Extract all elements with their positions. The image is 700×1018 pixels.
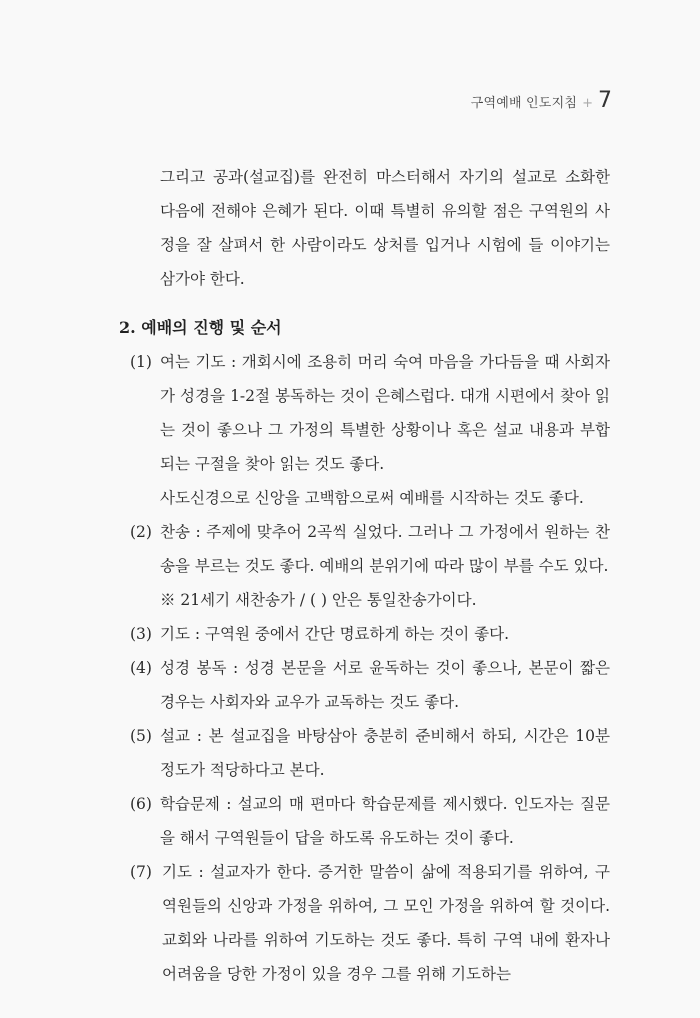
list-item-marker: (7) (130, 863, 152, 881)
list-item-5 (130, 719, 610, 787)
running-header (471, 88, 612, 113)
list-item-text: 기도 : 설교자가 한다. 증거한 말씀이 삶에 적용되기를 위하여, 구역원들의 신앙과 가정을 위하여, 그 모인 가정을 위하여 할 것이다. 교회와 나라를 위하여 기도하는 것도 좋다. 특히 구역 내에 환자나 어려움을 당한 가정이 있을 경우 그를 위해 기도하는 (162, 863, 610, 983)
list-item-marker: (6) (130, 795, 152, 813)
list-item-2 (130, 515, 610, 583)
list-item-6 (130, 787, 610, 855)
section-heading: 2. 예배의 진행 및 순서 (119, 318, 282, 337)
list-item-text: 찬송 : 주제에 맞추어 2곡씩 실었다. 그러나 그 가정에서 원하는 찬송을 부르는 것도 좋다. 예배의 분위기에 따라 많이 부를 수도 있다. (160, 523, 610, 575)
list-item-note: 사도신경으로 신앙을 고백함으로써 예배를 시작하는 것도 좋다. (160, 489, 584, 507)
list-item-marker: (3) (130, 625, 152, 643)
list-item-note: ※ 21세기 새찬송가 / ( ) 안은 통일찬송가이다. (160, 591, 477, 609)
list-item-marker: (5) (130, 727, 152, 745)
list-item-7 (130, 855, 610, 991)
list-item-4 (130, 651, 610, 719)
list-item-text: 학습문제 : 설교의 매 편마다 학습문제를 제시했다. 인도자는 질문을 해서 구역원들이 답을 하도록 유도하는 것이 좋다. (160, 795, 610, 847)
running-header-title: 구역예배 인도지침 (470, 96, 578, 111)
running-header-separator: + (582, 96, 593, 111)
list-item-text: 설교 : 본 설교집을 바탕삼아 충분히 준비해서 하되, 시간은 10분 정도가 적당하다고 본다. (160, 727, 610, 779)
page-number: 7 (598, 88, 612, 113)
list-item-marker: (1) (130, 353, 152, 371)
list-item-text: 기도 : 구역원 중에서 간단 명료하게 하는 것이 좋다. (160, 625, 510, 643)
intro-paragraph: 그리고 공과(설교집)를 완전히 마스터해서 자기의 설교로 소화한 다음에 전해야 은혜가 된다. 이때 특별히 유의할 점은 구역원의 사정을 잘 살펴서 한 사람이라도 상처를 입거나 시험에 들 이야기는 삼가야 한다. (160, 168, 610, 288)
list-item-3 (130, 617, 610, 651)
list-item-marker: (4) (130, 659, 152, 677)
order-of-service-list (130, 345, 610, 991)
list-item-text: 여는 기도 : 개회시에 조용히 머리 숙여 마음을 가다듬을 때 사회자가 성경을 1-2절 봉독하는 것이 은혜스럽다. 대개 시편에서 찾아 읽는 것이 좋으나 그 가정의 특별한 상황이나 혹은 설교 내용과 부합되는 구절을 찾아 읽는 것도 좋다. (160, 353, 610, 473)
list-item-text: 성경 봉독 : 성경 본문을 서로 윤독하는 것이 좋으나, 본문이 짧은 경우는 사회자와 교우가 교독하는 것도 좋다. (160, 659, 610, 711)
intro-paragraph-block (160, 160, 610, 296)
list-item-marker: (2) (130, 523, 152, 541)
list-item-1 (130, 345, 610, 481)
